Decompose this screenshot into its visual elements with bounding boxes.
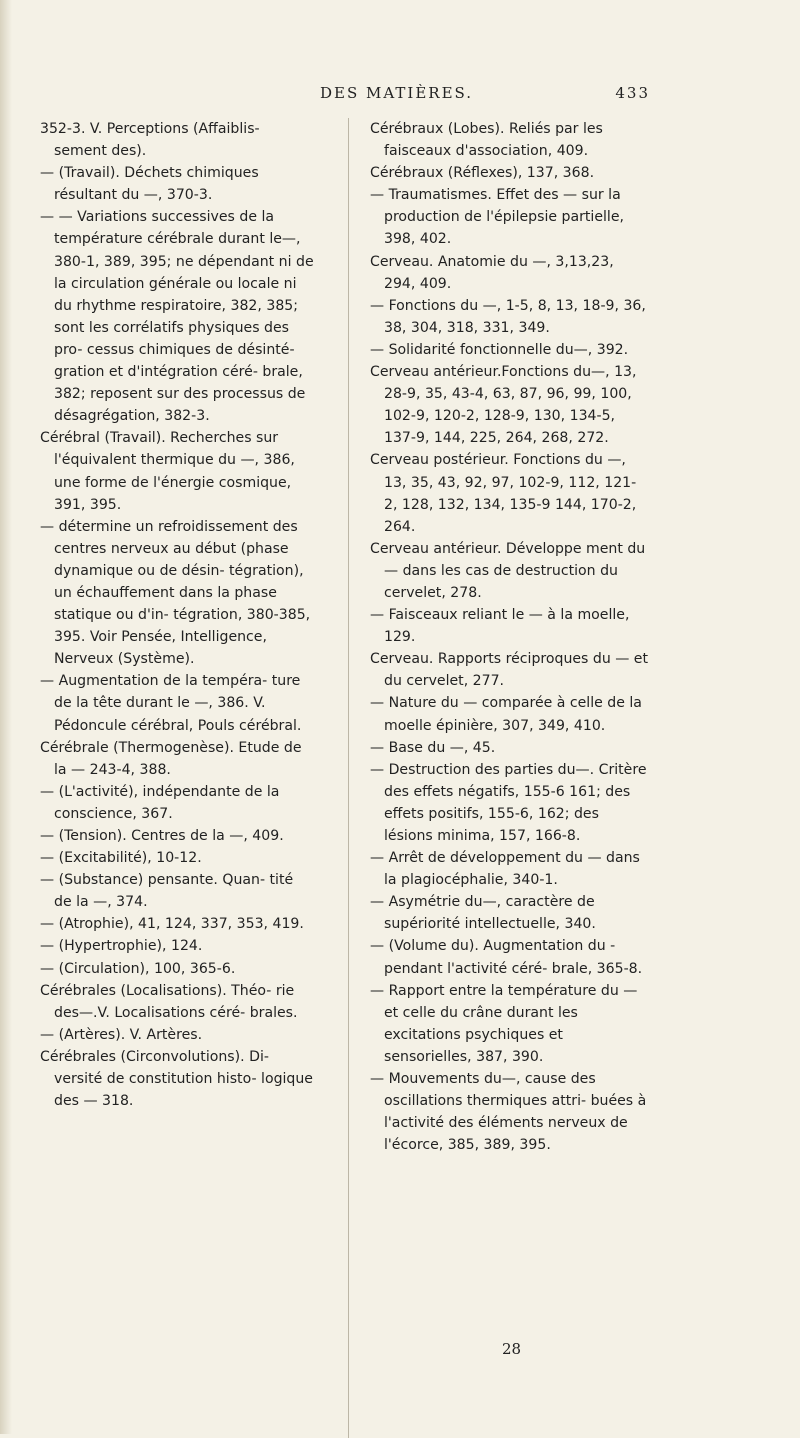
index-entry: — — Variations successives de la température cérébrale durant le—, 380-1, 389, 395; ne dépendant ni de la circulation générale ou locale ni du rhythme respiratoire, 382, 385; sont les corrélatifs physiques des pro- cessus chimiques de désinté- gration et d'intégration céré- brale, 382; reposent sur des processus de désagrégation, 382-3.: [40, 209, 314, 425]
index-entry: — Faisceaux reliant le — à la moelle, 129.: [370, 607, 630, 646]
index-entry: — Solidarité fonctionnelle du—, 392.: [370, 341, 629, 358]
index-column-left: [40, 118, 315, 1112]
index-entry: — Fonctions du —, 1-5, 8, 13, 18-9, 36, 38, 304, 318, 331, 349.: [370, 297, 646, 336]
index-entry: Cérébraux (Lobes). Reliés par les faisceaux d'association, 409.: [370, 121, 603, 160]
index-entry: Cérébraux (Réflexes), 137, 368.: [370, 165, 595, 182]
index-entry: — (Volume du). Augmentation du - pendant l'activité céré- brale, 365-8.: [370, 938, 643, 977]
index-entry: — (Circulation), 100, 365-6.: [40, 960, 236, 977]
index-entry: Cerveau antérieur.Fonctions du—, 13, 28-9, 35, 43-4, 63, 87, 96, 99, 100, 102-9, 120-2, 128-9, 130, 134-5, 137-9, 144, 225, 264, 268, 272.: [370, 364, 637, 447]
index-entry: — Base du —, 45.: [370, 739, 496, 756]
index-column-right: [370, 118, 648, 1156]
index-entry: Cérébrale (Thermogenèse). Etude de la — 243-4, 388.: [40, 739, 302, 778]
index-entry: — (Tension). Centres de la —, 409.: [40, 828, 284, 844]
index-entry: — (Excitabilité), 10-12.: [40, 850, 202, 867]
index-entry: Cérébral (Travail). Recherches sur l'équivalent thermique du —, 386, une forme de l'énergie cosmique, 391, 395.: [40, 430, 295, 513]
header-title: DES MATIÈRES.: [320, 84, 474, 102]
index-entry: — (L'activité), indépendante de la conscience, 367.: [40, 783, 280, 822]
index-entry: — (Substance) pensante. Quan- tité de la —, 374.: [40, 872, 294, 911]
page-number: 433: [615, 84, 650, 102]
index-entry: — (Hypertrophie), 124.: [40, 938, 203, 955]
index-entry: — (Travail). Déchets chimiques résultant du —, 370-3.: [40, 165, 259, 204]
index-entry: — (Artères). V. Artères.: [40, 1026, 203, 1043]
index-entry: — Augmentation de la tempéra- ture de la tête durant le —, 386. V. Pédoncule cérébral, Pouls cérébral.: [40, 673, 302, 734]
index-entry: Cerveau antérieur. Développe ment du — dans les cas de destruction du cervelet, 278.: [370, 540, 646, 601]
index-entry: — Mouvements du—, cause des oscillations thermiques attri- buées à l'activité des éléments nerveux de l'écorce, 385, 389, 395.: [370, 1071, 647, 1154]
index-entry: — Nature du — comparée à celle de la moelle épinière, 307, 349, 410.: [370, 695, 642, 734]
index-entry: — (Atrophie), 41, 124, 337, 353, 419.: [40, 916, 304, 933]
index-entry: 352-3. V. Perceptions (Affaiblis- sement des).: [40, 121, 260, 160]
index-entry: Cerveau. Anatomie du —, 3,13,23, 294, 409.: [370, 253, 614, 292]
index-entry: — détermine un refroidissement des centres nerveux au début (phase dynamique ou de désin- tégration), un échauffement dans la phase statique ou d'in- tégration, 380-385, 395. Voir Pensée, Intelligence, Nerveux (Système).: [40, 518, 311, 668]
index-entry: — Destruction des parties du—. Critère des effets négatifs, 155-6 161; des effets positifs, 155-6, 162; des lésions minima, 157, 166-8.: [370, 761, 647, 844]
index-entry: Cerveau. Rapports réciproques du — et du cervelet, 277.: [370, 651, 649, 690]
index-entry: — Rapport entre la température du — et celle du crâne durant les excitations psychiques et sensorielles, 387, 390.: [370, 982, 638, 1065]
index-entry: — Asymétrie du—, caractère de supériorité intellectuelle, 340.: [370, 894, 596, 933]
index-entry: Cérébrales (Circonvolutions). Di- versité de constitution histo- logique des — 318.: [40, 1048, 313, 1110]
signature-mark: 28: [502, 1340, 522, 1358]
index-entry: Cerveau postérieur. Fonctions du —, 13, 35, 43, 92, 97, 102-9, 112, 121-2, 128, 132, 134, 135-9 144, 170-2, 264.: [370, 452, 637, 535]
index-entry: — Traumatismes. Effet des — sur la production de l'épilepsie partielle, 398, 402.: [370, 187, 624, 248]
index-entry: — Arrêt de développement du — dans la plagiocéphalie, 340-1.: [370, 850, 640, 889]
index-entry: Cérébrales (Localisations). Théo- rie des—.V. Localisations céré- brales.: [40, 982, 298, 1021]
column-divider: [348, 118, 349, 1438]
page-edge-shadow: [0, 0, 12, 1434]
